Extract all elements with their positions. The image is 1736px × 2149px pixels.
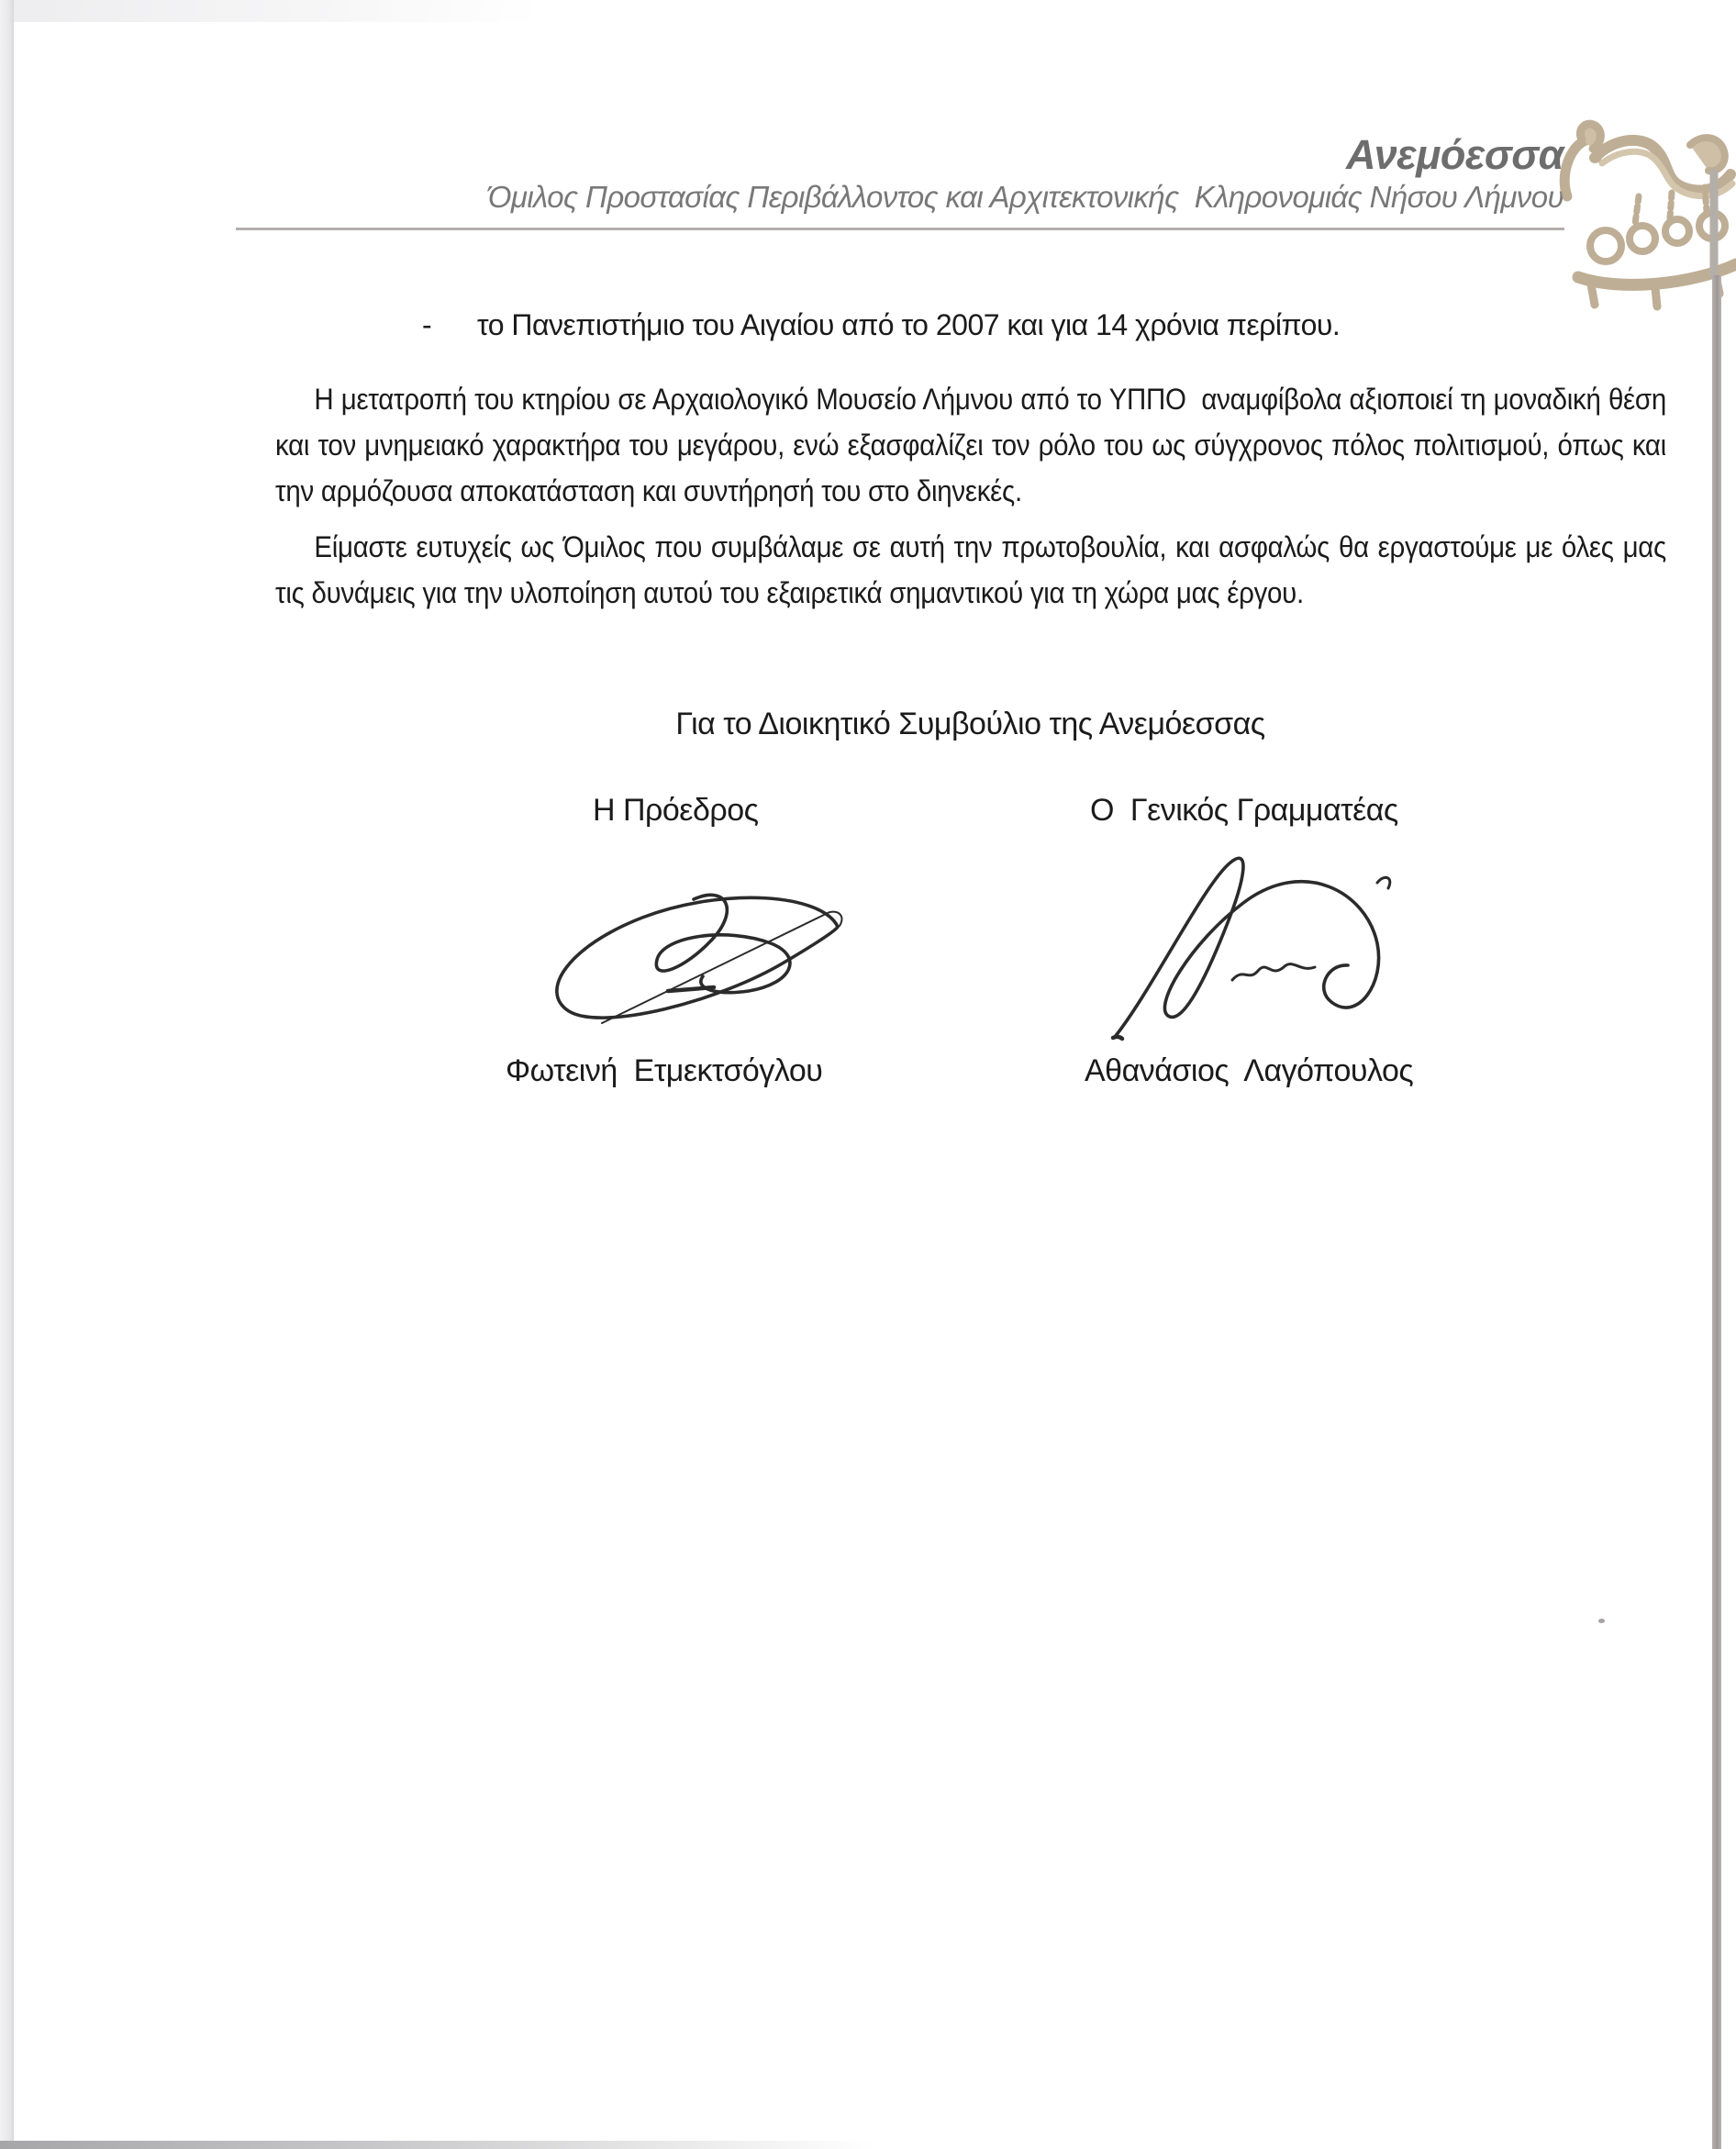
secretary-role-label: Ο Γενικός Γραμματέας: [1090, 793, 1398, 828]
scan-edge-top: [0, 0, 569, 22]
secretary-name: Αθανάσιος Λαγόπουλος: [1085, 1053, 1414, 1088]
president-signature: [530, 874, 850, 1028]
org-subtitle: Όμιλος Προστασίας Περιβάλλοντος και Αρχιτεκτονικής Κληρονομιάς Νήσου Λήμνου: [487, 180, 1564, 214]
paragraph-museum-conversion: Η μετατροπή του κτηρίου σε Αρχαιολογικό Μουσείο Λήμνου από το ΥΠΠΟ αναμφίβολα αξιοποιεί τη μοναδική θέση και τον μνημειακό χαρακτήρα του μεγάρου, ενώ εξασφαλίζει τον ρόλο του ως σύγχρονος πόλος πολιτισμού, όπως και την αρμόζουσα αποκατάσταση και συντήρησή του στο διηνεκές.: [275, 383, 1681, 507]
header-divider: [236, 228, 1564, 230]
weathervane-figurine-icon: [1554, 108, 1736, 384]
scan-speck: [1598, 1619, 1605, 1623]
org-name: Ανεμόεσσα: [1345, 131, 1564, 178]
paragraph-club-contribution: Είμαστε ευτυχείς ως Όμιλος που συμβάλαμε σε αυτή την πρωτοβουλία, και ασφαλώς θα εργαστούμε με όλες μας τις δυνάμεις για την υλοποίηση αυτού του εξαιρετικά σημαντικού για τη χώρα μας έργου.: [275, 530, 1674, 609]
on-behalf-line: Για το Διοικητικό Συμβούλιο της Ανεμόεσσας: [675, 707, 1265, 741]
bullet-item: το Πανεπιστήμιο του Αιγαίου από το 2007 και για 14 χρόνια περίπου.: [477, 308, 1341, 341]
bullet-marker: -: [422, 308, 432, 341]
scan-edge-bottom: [0, 2141, 973, 2149]
weathervane-pole: [1712, 275, 1721, 2149]
president-role-label: Η Πρόεδρος: [593, 793, 759, 828]
president-name: Φωτεινή Ετμεκτσόγλου: [506, 1053, 823, 1088]
secretary-signature: [1104, 833, 1410, 1053]
scan-edge-left: [0, 0, 14, 2149]
